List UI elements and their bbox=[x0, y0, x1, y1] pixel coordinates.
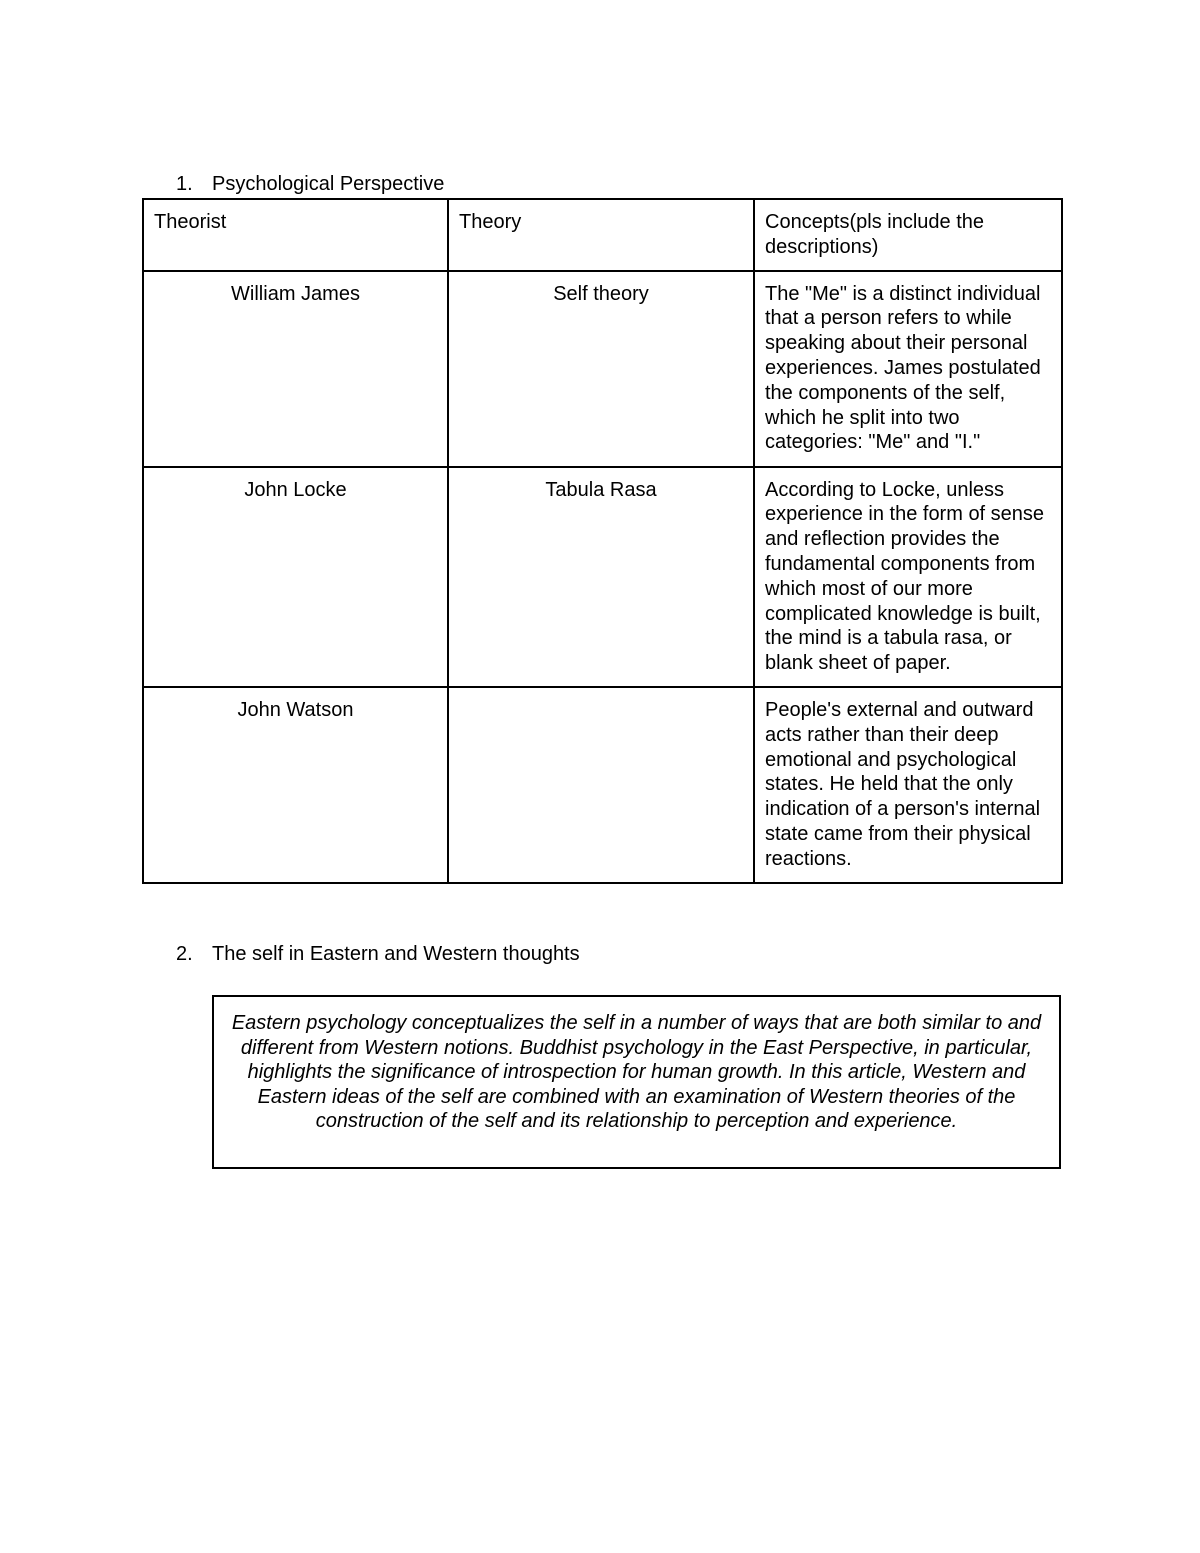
theorist-cell: William James bbox=[143, 271, 448, 467]
section-1-number: 1. bbox=[176, 173, 193, 195]
header-theory: Theory bbox=[448, 199, 754, 271]
section-2-heading bbox=[176, 942, 580, 966]
theory-cell bbox=[448, 687, 754, 883]
section-1-title: Psychological Perspective bbox=[212, 173, 445, 195]
table-header-row bbox=[143, 199, 1062, 271]
theory-table bbox=[142, 198, 1063, 884]
theorist-cell: John Watson bbox=[143, 687, 448, 883]
table-row bbox=[143, 687, 1062, 883]
section-1-heading bbox=[176, 172, 444, 196]
section-2-title: The self in Eastern and Western thoughts bbox=[212, 943, 580, 965]
concepts-cell: According to Locke, unless experience in the form of sense and reflection provides the fundamental components from which most of our more complicated knowledge is built, the mind is a tabula rasa, or blank sheet of paper. bbox=[754, 467, 1062, 687]
theory-cell: Tabula Rasa bbox=[448, 467, 754, 687]
eastern-western-summary-box: Eastern psychology conceptualizes the self in a number of ways that are both similar to and different from Western notions. Buddhist psychology in the East Perspective, in particular, highlights the significance of introspection for human growth. In this article, Western and Eastern ideas of the self are combined with an examination of Western theories of the construction of the self and its relationship to perception and experience. bbox=[212, 995, 1061, 1169]
header-concepts: Concepts(pls include the descriptions) bbox=[754, 199, 1062, 271]
concepts-cell: The "Me" is a distinct individual that a person refers to while speaking about their personal experiences. James postulated the components of the self, which he split into two categories: "Me" and "I." bbox=[754, 271, 1062, 467]
table-row bbox=[143, 467, 1062, 687]
section-2-number: 2. bbox=[176, 943, 193, 965]
concepts-cell: People's external and outward acts rather than their deep emotional and psychological states. He held that the only indication of a person's internal state came from their physical reactions. bbox=[754, 687, 1062, 883]
theorist-cell: John Locke bbox=[143, 467, 448, 687]
theory-cell: Self theory bbox=[448, 271, 754, 467]
table-row bbox=[143, 271, 1062, 467]
header-theorist: Theorist bbox=[143, 199, 448, 271]
